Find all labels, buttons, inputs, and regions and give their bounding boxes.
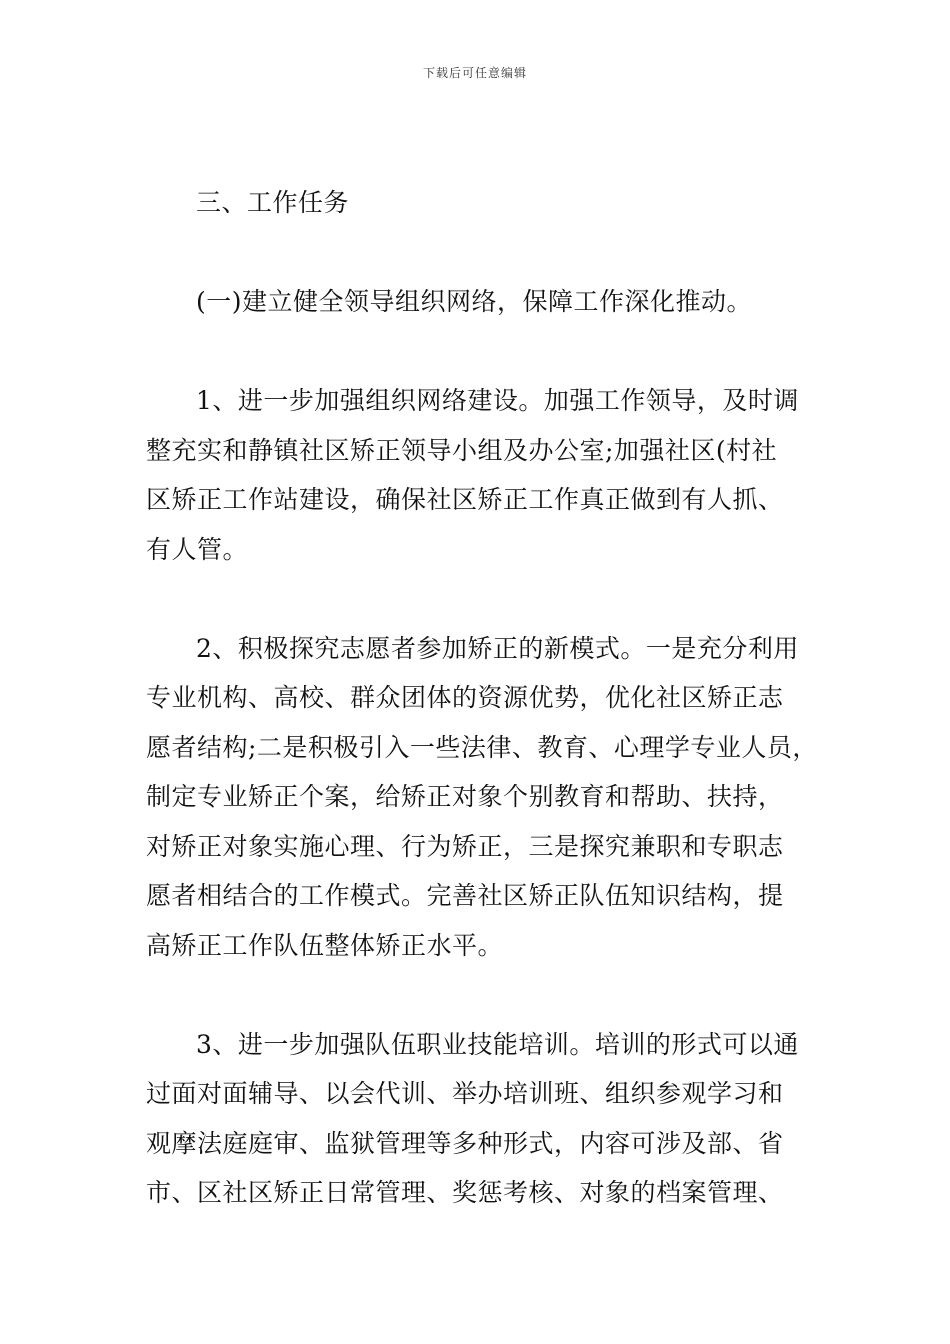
paragraph-2 — [146, 624, 816, 971]
page-header: 下载后可任意编辑 — [422, 66, 527, 80]
document-body — [146, 178, 816, 1218]
paragraph-line: 专业机构、高校、群众团体的资源优势，优化社区矫正志 — [146, 683, 784, 712]
paragraph-line: 高矫正工作队伍整体矫正水平。 — [146, 930, 504, 960]
spacer — [146, 327, 816, 377]
spacer — [146, 970, 816, 1020]
paragraph-line: 有人管。 — [146, 534, 249, 564]
paragraph-1 — [146, 376, 816, 574]
paragraph-line: 1、进一步加强组织网络建设。加强工作领导，及时调 — [196, 386, 799, 415]
paragraph-line: 市、区社区矫正日常管理、奖惩考核、对象的档案管理、 — [146, 1178, 784, 1207]
spacer — [146, 228, 816, 278]
paragraph-line: 对矫正对象实施心理、行为矫正，三是探究兼职和专职志 — [146, 831, 784, 861]
paragraph-line: 3、进一步加强队伍职业技能培训。培训的形式可以通 — [196, 1029, 799, 1059]
paragraph-line: 愿者结构;二是积极引入一些法律、教育、心理学专业人员， — [146, 732, 818, 762]
paragraph-line: 观摩法庭庭审、监狱管理等多种形式，内容可涉及部、省 — [146, 1128, 784, 1158]
section-title: 三、工作任务 — [196, 188, 350, 217]
paragraph-line: 2、积极探究志愿者参加矫正的新模式。一是充分利用 — [196, 633, 799, 663]
paragraph-line: 区矫正工作站建设，确保社区矫正工作真正做到有人抓、 — [146, 485, 784, 514]
subsection-title: (一)建立健全领导组织网络，保障工作深化推动。 — [196, 287, 753, 316]
paragraph-3 — [146, 1020, 816, 1218]
paragraph-line: 过面对面辅导、以会代训、举办培训班、组织参观学习和 — [146, 1079, 784, 1108]
spacer — [146, 574, 816, 624]
paragraph-line: 整充实和静镇社区矫正领导小组及办公室;加强社区(村社 — [146, 435, 778, 465]
paragraph-line: 制定专业矫正个案，给矫正对象个别教育和帮助、扶持， — [146, 782, 784, 811]
paragraph-line: 愿者相结合的工作模式。完善社区矫正队伍知识结构，提 — [146, 881, 784, 910]
